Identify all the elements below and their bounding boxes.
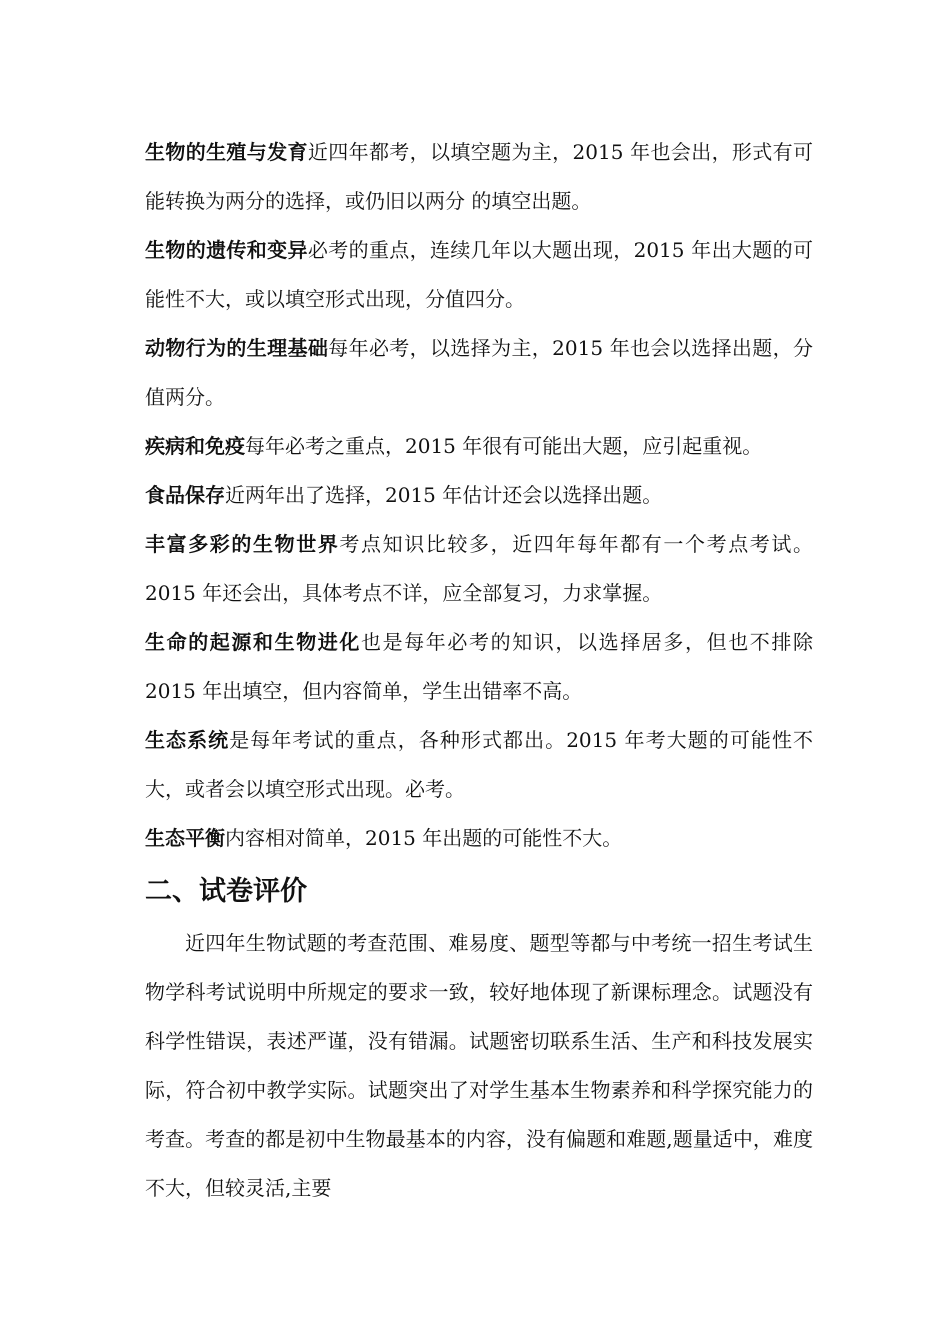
topic-term: 生态系统 (145, 728, 230, 752)
topic-paragraph (145, 814, 813, 863)
topic-term: 生命的起源和生物进化 (145, 630, 361, 654)
topic-paragraph (145, 716, 813, 814)
evaluation-paragraph: 近四年生物试题的考查范围、难易度、题型等都与中考统一招生考试生物学科考试说明中所规定的要求一致，较好地体现了新课标理念。试题没有科学性错误，表述严谨，没有错漏。试题密切联系生活、生产和科技发展实际，符合初中教学实际。试题突出了对学生基本生物素养和科学探究能力的考查。考查的都是初中生物最基本的内容，没有偏题和难题,题量适中，难度不大，但较灵活,主要 (145, 931, 813, 1200)
topic-term: 生态平衡 (145, 826, 225, 850)
topic-description: 内容相对简单，2015 年出题的可能性不大。 (225, 826, 623, 850)
topic-term: 生物的生殖与发育 (145, 140, 308, 164)
document-page (145, 128, 813, 1213)
topic-paragraph (145, 618, 813, 716)
topic-description: 考点知识比较多，近四年每年都有一个考点考试。2015 年还会出，具体考点不详，应全部复习，力求掌握。 (145, 532, 814, 605)
topic-term: 动物行为的生理基础 (145, 336, 329, 360)
topic-paragraph (145, 324, 813, 422)
topic-description: 必考的重点，连续几年以大题出现，2015 年出大题的可能性不大，或以填空形式出现，分值四分。 (145, 238, 814, 311)
section-heading: 二、试卷评价 (145, 876, 307, 907)
topic-description: 也是每年必考的知识，以选择居多，但也不排除 2015 年出填空，但内容简单，学生出错率不高。 (145, 630, 813, 703)
topic-paragraph (145, 128, 813, 226)
topic-term: 生物的遗传和变异 (145, 238, 308, 262)
topic-term: 疾病和免疫 (145, 434, 245, 458)
topic-description: 每年必考，以选择为主，2015 年也会以选择出题，分值两分。 (145, 336, 814, 409)
topic-paragraph (145, 471, 813, 520)
topic-paragraph (145, 520, 813, 618)
topic-description: 是每年考试的重点，各种形式都出。2015 年考大题的可能性不大，或者会以填空形式出现。必考。 (145, 728, 814, 801)
topic-term: 丰富多彩的生物世界 (145, 532, 340, 556)
topic-description: 近两年出了选择，2015 年估计还会以选择出题。 (225, 483, 663, 507)
topic-paragraph (145, 422, 813, 471)
topic-description: 每年必考之重点，2015 年很有可能出大题，应引起重视。 (245, 434, 763, 458)
topic-paragraph (145, 226, 813, 324)
topic-description: 近四年都考，以填空题为主，2015 年也会出，形式有可能转换为两分的选择，或仍旧以两分 的填空出题。 (145, 140, 814, 213)
topic-term: 食品保存 (145, 483, 225, 507)
